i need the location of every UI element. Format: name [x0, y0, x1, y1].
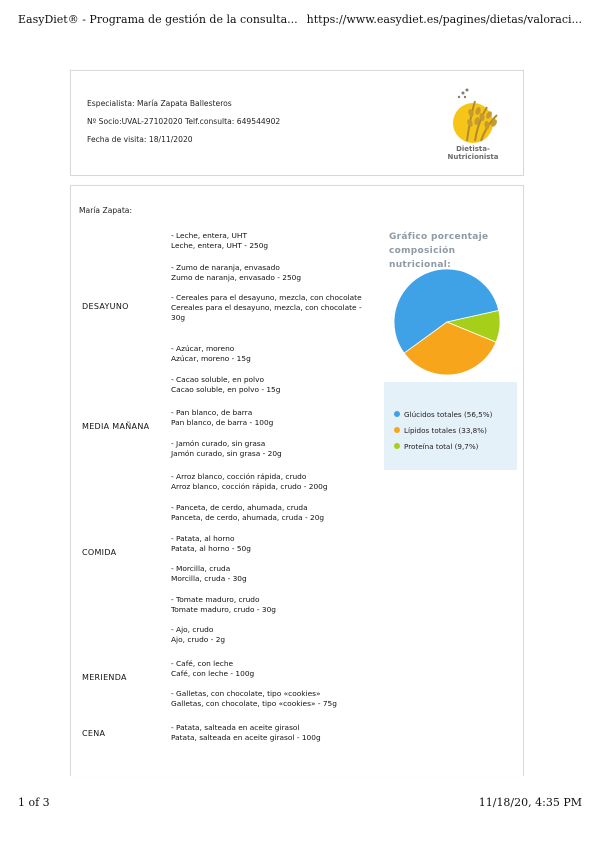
- diet-card: [70, 185, 524, 776]
- meal-label-merienda: MERIENDA: [82, 673, 127, 682]
- food-item: - Galletas, con chocolate, tipo «cookies» Galletas, con chocolate, tipo «cookies» - 75g: [171, 689, 337, 708]
- print-footer: [18, 796, 582, 812]
- food-item: - Panceta, de cerdo, ahumada, cruda Panceta, de cerdo, ahumada, cruda - 20g: [171, 503, 325, 522]
- legend-item-lipidos: Lípidos totales (33,8%): [394, 426, 487, 435]
- food-item: - Café, con leche Café, con leche - 100g: [171, 659, 255, 678]
- legend-item-proteina: Proteína total (9,7%): [394, 442, 478, 451]
- print-header: [18, 13, 582, 33]
- food-item: - Patata, al horno Patata, al horno - 50g: [171, 534, 251, 553]
- food-item: - Patata, salteada en aceite girasol Patata, salteada en aceite girasol - 100g: [171, 723, 321, 742]
- chart-legend: [384, 382, 517, 470]
- food-item: - Leche, entera, UHT Leche, entera, UHT - 250g: [171, 231, 269, 250]
- meal-label-cena: CENA: [82, 729, 106, 738]
- meal-label-media-manana: MEDIA MAÑANA: [82, 422, 150, 431]
- logo-text: Dietista-Nutricionista: [447, 145, 499, 161]
- food-item: - Pan blanco, de barra Pan blanco, de barra - 100g: [171, 408, 274, 427]
- partner-line: Nº Socio:UVAL-27102020 Telf.consulta: 649544902: [87, 117, 281, 126]
- legend-item-glucidos: Glúcidos totales (56,5%): [394, 410, 492, 419]
- food-item: - Cacao soluble, en polvo Cacao soluble, en polvo - 15g: [171, 375, 281, 394]
- meal-label-desayuno: DESAYUNO: [82, 302, 129, 311]
- patient-name: María Zapata:: [79, 206, 133, 215]
- food-item: - Jamón curado, sin grasa Jamón curado, sin grasa - 20g: [171, 439, 282, 458]
- nutrition-pie-chart: [391, 266, 503, 378]
- meal-label-comida: COMIDA: [82, 548, 117, 557]
- food-item: - Tomate maduro, crudo Tomate maduro, crudo - 30g: [171, 595, 276, 614]
- chart-title: Gráfico porcentaje composición nutricional:: [389, 232, 489, 270]
- print-page-url: https://www.easydiet.es/pagines/dietas/valoraci...: [306, 13, 582, 26]
- legend-dot-icon: [394, 427, 400, 433]
- legend-dot-icon: [394, 411, 400, 417]
- food-item: - Zumo de naranja, envasado Zumo de naranja, envasado - 250g: [171, 263, 302, 282]
- food-item: - Arroz blanco, cocción rápida, crudo Arroz blanco, cocción rápida, crudo - 200g: [171, 472, 328, 491]
- food-item: - Cereales para el desayuno, mezcla, con chocolate Cereales para el desayuno, mezcla, con chocolate - 30g: [171, 293, 362, 322]
- header-card: [70, 70, 524, 176]
- legend-dot-icon: [394, 443, 400, 449]
- print-datetime: 11/18/20, 4:35 PM: [478, 796, 582, 809]
- specialist-line: Especialista: María Zapata Ballesteros: [87, 99, 232, 108]
- food-item: - Morcilla, cruda Morcilla, cruda - 30g: [171, 564, 247, 583]
- food-item: - Azúcar, moreno Azúcar, moreno - 15g: [171, 344, 251, 363]
- print-page-title: EasyDiet® - Programa de gestión de la consulta...: [18, 13, 298, 26]
- visit-date-line: Fecha de visita: 18/11/2020: [87, 135, 193, 144]
- food-item: - Ajo, crudo Ajo, crudo - 2g: [171, 625, 226, 644]
- page-counter: 1 of 3: [18, 796, 50, 809]
